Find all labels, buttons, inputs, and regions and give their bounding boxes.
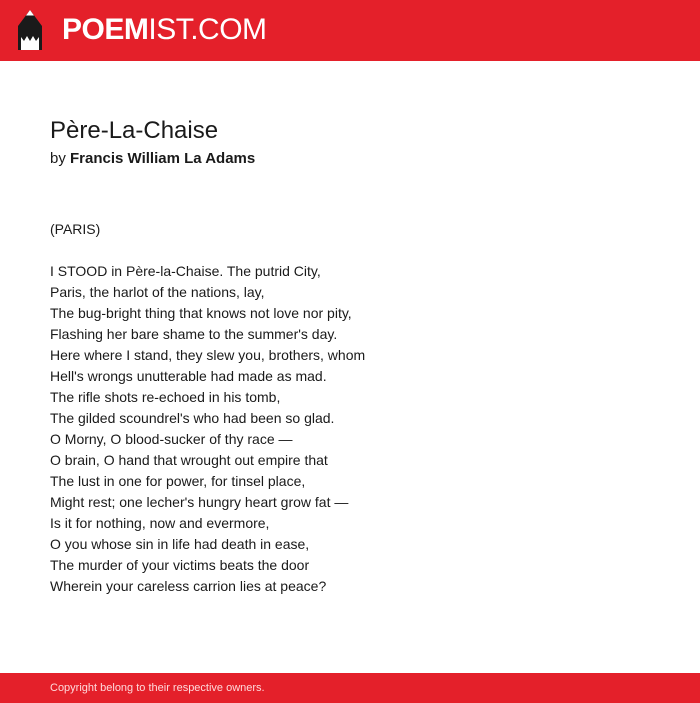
by-label: by <box>50 150 66 167</box>
poem-line: Paris, the harlot of the nations, lay, <box>50 284 265 300</box>
poem-body <box>50 261 650 597</box>
poem-line: The bug-bright thing that knows not love nor pity, <box>50 305 352 321</box>
poem-line: Flashing her bare shame to the summer's day. <box>50 326 338 342</box>
copyright-notice: Copyright belong to their respective owners. <box>50 682 265 694</box>
poem-line: Might rest; one lecher's hungry heart grow fat — <box>50 494 349 510</box>
site-footer <box>0 673 700 703</box>
poem-line: Is it for nothing, now and evermore, <box>50 515 270 531</box>
poem-line: O Morny, O blood-sucker of thy race — <box>50 431 293 447</box>
poem-line: Wherein your careless carrion lies at peace? <box>50 578 327 594</box>
site-logo[interactable] <box>62 12 267 48</box>
poem-line: O brain, O hand that wrought out empire that <box>50 452 328 468</box>
poem-line: Here where I stand, they slew you, brothers, whom <box>50 347 366 363</box>
poem-subtitle: (PARIS) <box>50 221 101 237</box>
poem-line: The gilded scoundrel's who had been so glad. <box>50 410 335 426</box>
poem-line: I STOOD in Père-la-Chaise. The putrid City, <box>50 263 321 279</box>
poem-content <box>50 114 650 597</box>
poem-line: The lust in one for power, for tinsel place, <box>50 473 306 489</box>
poem-line: O you whose sin in life had death in ease, <box>50 536 310 552</box>
byline <box>50 148 650 170</box>
poem-title: Père-La-Chaise <box>50 117 219 144</box>
site-header <box>0 0 700 61</box>
poem-line: The rifle shots re-echoed in his tomb, <box>50 389 281 405</box>
author-name[interactable]: Francis William La Adams <box>70 150 256 167</box>
logo-text-light: IST.COM <box>148 13 267 46</box>
poem-line: Hell's wrongs unutterable had made as mad. <box>50 368 327 384</box>
logo-text-bold: POEM <box>62 13 149 46</box>
poem-line: The murder of your victims beats the door <box>50 557 310 573</box>
pencil-icon[interactable] <box>18 10 42 50</box>
